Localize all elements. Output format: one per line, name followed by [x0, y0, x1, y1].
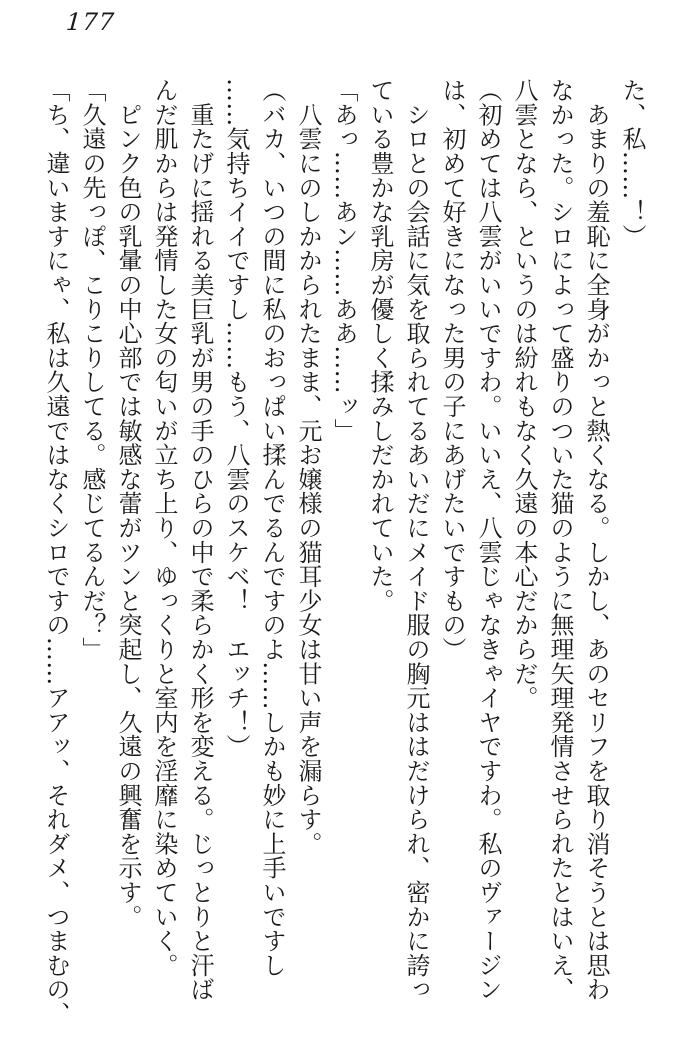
- text-column: ている豊かな乳房が優しく揉みしだかれていた。: [366, 78, 394, 613]
- vertical-text-block: [38, 78, 650, 1026]
- text-column: 「あっ……あン……ああ……ッ」: [330, 78, 358, 443]
- text-column: シロとの会話に気を取られてるあいだにメイド服の胸元ははだけられ、密かに誇っ: [402, 78, 430, 1002]
- text-column: た、私……！）: [618, 78, 646, 249]
- text-column: は、初めて好きになった男の子にあげたいですもの）: [438, 78, 466, 662]
- text-column: ……気持ちイイですし……もう、八雲のスケベ！ エッチ！）: [222, 78, 250, 759]
- text-column: なかった。シロによって盛りのついた猫のように無理矢理発情させられたとはいえ、: [546, 78, 574, 1002]
- text-column: 八雲となら、というのは紛れもなく久遠の本心だからだ。: [510, 78, 538, 710]
- text-column: 「ち、違いますにゃ、私は久遠ではなくシロですの……アアッ、それダメ、つまむの、: [42, 78, 70, 1026]
- text-column: （初めては八雲がいいですわ。いいえ、八雲じゃなきゃイヤですわ。私のヴァージン: [474, 78, 502, 1002]
- text-column: 重たげに揺れる美巨乳が男の手のひらの中で柔らかく形を変える。じっとりと汗ば: [186, 78, 214, 1002]
- page-number: 177: [65, 8, 116, 36]
- text-column: 八雲にのしかかられたまま、元お嬢様の猫耳少女は甘い声を漏らす。: [294, 78, 322, 856]
- text-column: （バカ、いつの間に私のおっぱい揉んでるんですのよ……しかも妙に上手いですし: [258, 78, 286, 978]
- text-column: んだ肌からは発情した女の匂いが立ち上り、ゆっくりと室内を淫靡に染めていく。: [150, 78, 178, 978]
- text-column: 「久遠の先っぽ、こりこりしてる。感じてるんだ？」: [78, 78, 106, 662]
- text-column: あまりの羞恥に全身がかっと熱くなる。しかし、あのセリフを取り消そうとは思わ: [582, 78, 610, 1002]
- text-column: ピンク色の乳暈の中心部では敏感な蕾がツンと突起し、久遠の興奮を示す。: [114, 78, 142, 929]
